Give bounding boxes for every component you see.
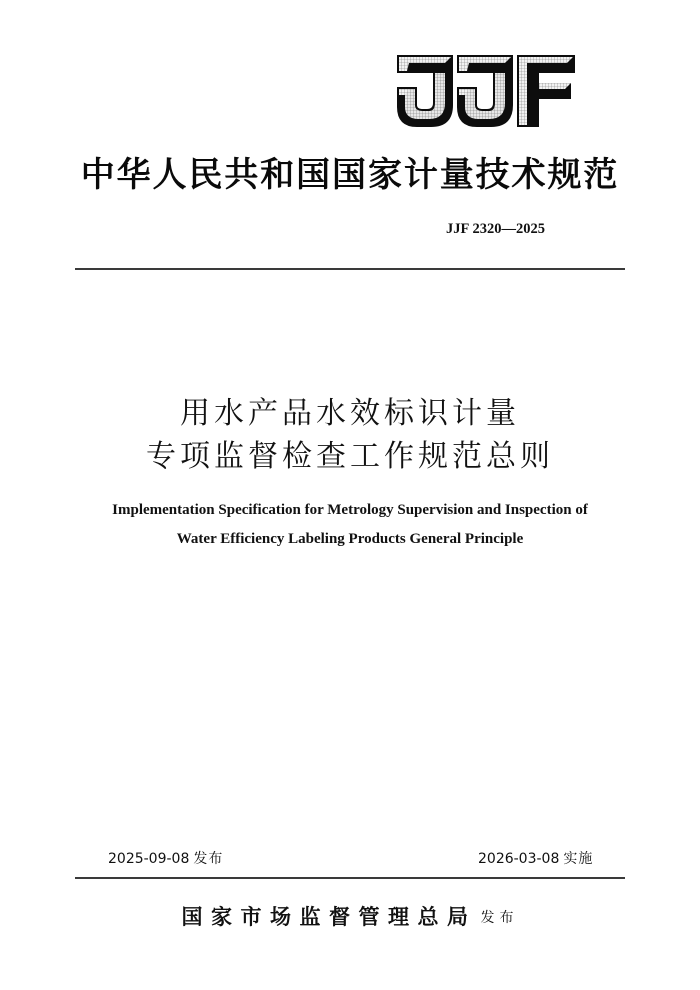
jjf-logo-icon <box>395 53 577 129</box>
effective-date-label: 实施 <box>563 851 594 867</box>
effective-date-value: 2026-03-08 <box>478 851 560 867</box>
issue-date <box>108 850 223 868</box>
bottom-divider <box>75 877 625 879</box>
top-divider <box>75 268 625 270</box>
main-heading: 中华人民共和国国家计量技术规范 <box>80 155 620 195</box>
issuer-organization: 国家市场监督管理总局 <box>181 904 477 929</box>
title-en-line1: Implementation Specification for Metrology Supervision and Inspection of <box>112 502 588 518</box>
issuer-action: 发布 <box>480 910 519 926</box>
title-en-line2: Water Efficiency Labeling Products General Principle <box>176 531 524 547</box>
title-cn-line2: 专项监督检查工作规范总则 <box>146 439 554 474</box>
issue-date-label: 发布 <box>193 851 224 867</box>
document-code: JJF 2320—2025 <box>446 221 545 237</box>
effective-date <box>478 850 593 868</box>
issuer-line <box>0 902 700 934</box>
issue-date-value: 2025-09-08 <box>108 851 190 867</box>
title-cn-line1: 用水产品水效标识计量 <box>180 396 520 431</box>
